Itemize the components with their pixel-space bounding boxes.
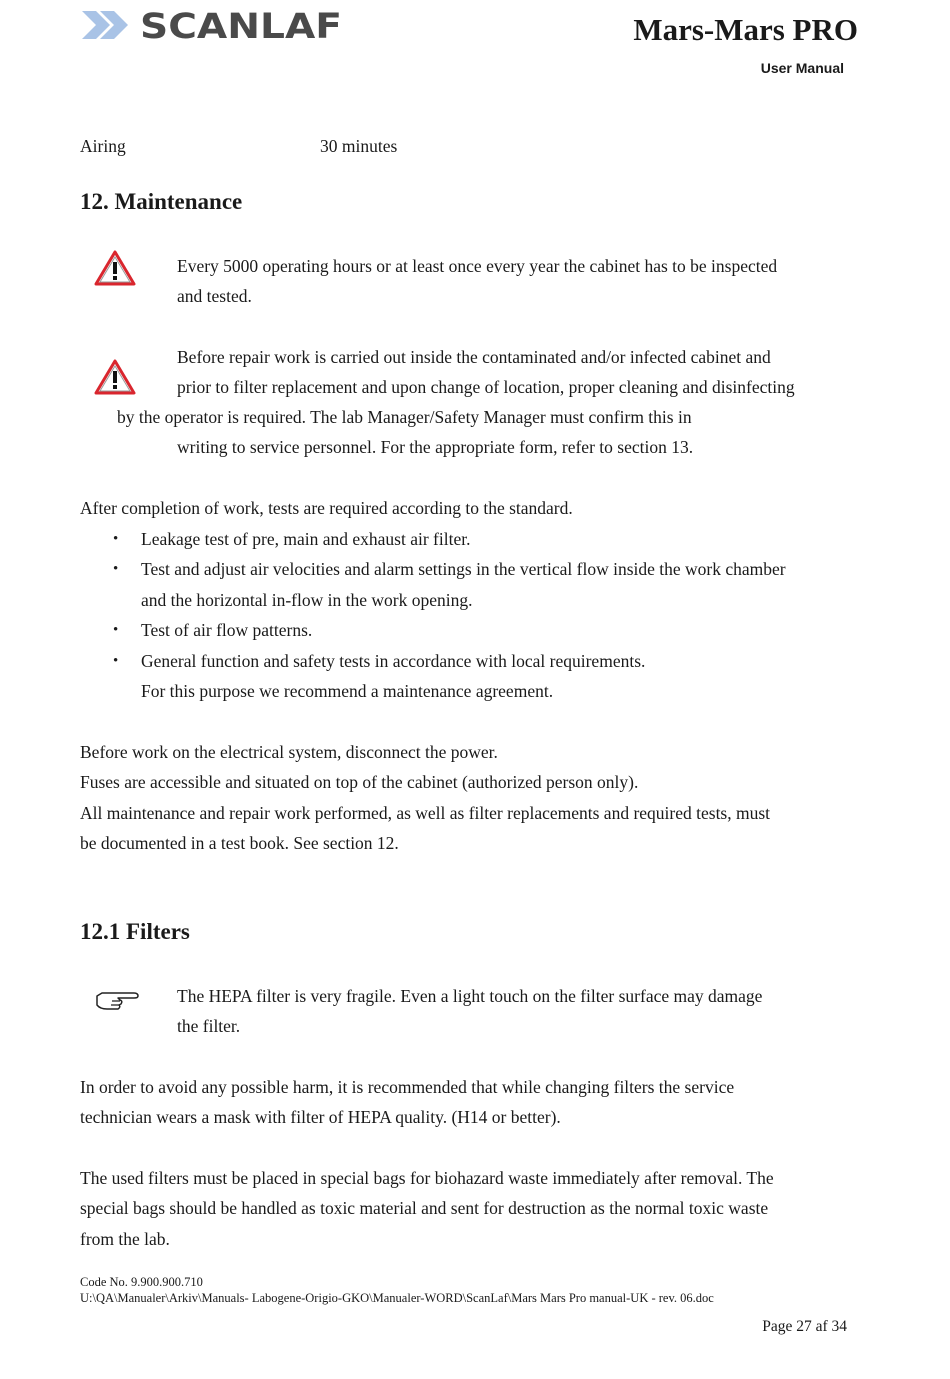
warning-text-line: and tested. bbox=[177, 286, 252, 306]
list-item-note: For this purpose we recommend a maintenance agreement. bbox=[141, 681, 554, 701]
warning-text-line: Before repair work is carried out inside the contaminated and/or infected cabinet and bbox=[177, 347, 771, 367]
airing-value: 30 minutes bbox=[320, 136, 398, 156]
footer-file-path: U:\QA\Manualer\Arkiv\Manuals- Labogene-Origio-GKO\Manualer-WORD\ScanLaf\Mars Mars Pro manual-UK - rev. 06.doc bbox=[80, 1291, 714, 1305]
warning-text-line: writing to service personnel. For the appropriate form, refer to section 13. bbox=[177, 437, 694, 457]
body-text-line: Before work on the electrical system, disconnect the power. bbox=[80, 742, 498, 762]
list-item: Test and adjust air velocities and alarm settings in the vertical flow inside the work chamber bbox=[141, 559, 786, 579]
manual-title: Mars-Mars PRO bbox=[633, 12, 858, 47]
body-text-line: All maintenance and repair work performed, as well as filter replacements and required tests, must bbox=[80, 803, 771, 823]
body-text-line: from the lab. bbox=[80, 1229, 170, 1249]
page-number: Page 27 af 34 bbox=[762, 1318, 847, 1335]
note-text-line: The HEPA filter is very fragile. Even a light touch on the filter surface may damage bbox=[177, 986, 763, 1006]
scanlaf-logo bbox=[80, 6, 350, 44]
section-heading-maintenance: 12. Maintenance bbox=[80, 189, 243, 214]
section-heading-filters: 12.1 Filters bbox=[80, 919, 190, 944]
body-text-line: The used filters must be placed in special bags for biohazard waste immediately after removal. The bbox=[80, 1168, 774, 1188]
body-text-line: Fuses are accessible and situated on top of the cabinet (authorized person only). bbox=[80, 772, 639, 792]
warning-text-line: by the operator is required. The lab Manager/Safety Manager must confirm this in bbox=[117, 407, 692, 427]
body-text-line: technician wears a mask with filter of HEPA quality. (H14 or better). bbox=[80, 1107, 561, 1127]
body-text-line: In order to avoid any possible harm, it is recommended that while changing filters the service bbox=[80, 1077, 735, 1097]
pointing-hand-icon bbox=[94, 987, 140, 1013]
list-item-continuation: and the horizontal in-flow in the work opening. bbox=[141, 590, 473, 610]
airing-label: Airing bbox=[80, 136, 126, 156]
tests-intro: After completion of work, tests are required according to the standard. bbox=[80, 498, 573, 518]
list-item: Leakage test of pre, main and exhaust air filter. bbox=[141, 529, 471, 549]
bullet-marker: • bbox=[113, 653, 119, 669]
warning-text-line: prior to filter replacement and upon change of location, proper cleaning and disinfecting bbox=[177, 377, 795, 397]
list-item: Test of air flow patterns. bbox=[141, 620, 313, 640]
body-text-line: special bags should be handled as toxic material and sent for destruction as the normal toxic waste bbox=[80, 1198, 769, 1218]
footer-code: Code No. 9.900.900.710 bbox=[80, 1275, 203, 1289]
body-text-line: be documented in a test book. See section 12. bbox=[80, 833, 399, 853]
list-item: General function and safety tests in accordance with local requirements. bbox=[141, 651, 646, 671]
warning-text-line: Every 5000 operating hours or at least once every year the cabinet has to be inspected bbox=[177, 256, 778, 276]
bullet-marker: • bbox=[113, 622, 119, 638]
warning-icon bbox=[93, 249, 137, 287]
logo-text: SCANLAF bbox=[140, 7, 342, 44]
manual-subtitle: User Manual bbox=[760, 60, 844, 76]
bullet-marker: • bbox=[113, 531, 119, 547]
note-text-line: the filter. bbox=[177, 1016, 241, 1036]
bullet-marker: • bbox=[113, 561, 119, 577]
warning-icon bbox=[93, 358, 137, 396]
